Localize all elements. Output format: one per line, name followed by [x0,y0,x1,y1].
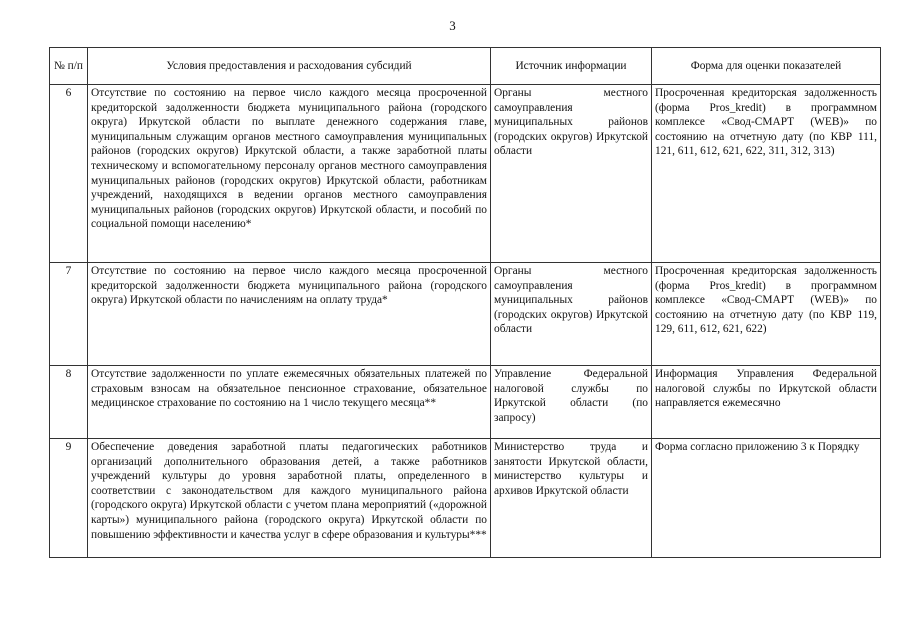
row-form: Просроченная кредиторская задолженность (форма Pros_kredit) в программном комплексе «Свод-СМАРТ (WEB)» по состоянию на отчетную дату (по КВР 119, 129, 611, 612, 621, 622) [652,263,881,366]
row-source: Органы местного самоуправления муниципальных районов (городских округов) Иркутской области [491,263,652,366]
subsidy-conditions-table [49,47,881,558]
header-form: Форма для оценки показателей [652,48,881,85]
row-form: Информация Управления Федеральной налоговой службы по Иркутской области направляется ежемесячно [652,366,881,439]
row-conditions: Обеспечение доведения заработной платы педагогических работников организаций дополнительного образования детей, а также работников учреждений культуры до уровня заработной платы, определенного в соответствии с законодательством для каждого муниципального района (городского округа) Иркутской области с учетом плана мероприятий («дорожной карты») муниципального района (городского округа) Иркутской области по повышению эффективности и качества услуг в сфере образования и культуры*** [88,439,491,558]
table-row [50,263,881,366]
row-conditions: Отсутствие задолженности по уплате ежемесячных обязательных платежей по страховым взносам на обязательное пенсионное страхование, обязательное медицинское страхование по состоянию на 1 число текущего месяца** [88,366,491,439]
row-number: 6 [50,85,88,263]
row-conditions: Отсутствие по состоянию на первое число каждого месяца просроченной кредиторской задолженности бюджета муниципального района (городского округа) Иркутской области по выплате денежного содержания главе, муниципальным служащим органов местного самоуправления муниципальных районов (городских округов) Иркутской области, а также заработной платы техническому и вспомогательному персоналу органов местного самоуправления муниципальных районов (городских округов) Иркутской области, работникам учреждений, находящихся в ведении органов местного самоуправления муниципальных районов (городских округов) Иркутской области, и пособий по социальной помощи населению* [88,85,491,263]
header-source: Источник информации [491,48,652,85]
page-number: 3 [449,18,456,33]
header-number: № п/п [50,48,88,85]
table-header-row [50,48,881,85]
table-row [50,85,881,263]
row-form: Форма согласно приложению 3 к Порядку [652,439,881,558]
row-source: Органы местного самоуправления муниципальных районов (городских округов) Иркутской области [491,85,652,263]
row-number: 7 [50,263,88,366]
row-source: Управление Федеральной налоговой службы по Иркутской области (по запросу) [491,366,652,439]
header-conditions: Условия предоставления и расходования субсидий [88,48,491,85]
row-conditions: Отсутствие по состоянию на первое число каждого месяца просроченной кредиторской задолженности бюджета муниципального района (городского округа) Иркутской области по начислениям на оплату труда* [88,263,491,366]
table-row [50,366,881,439]
row-form: Просроченная кредиторская задолженность (форма Pros_kredit) в программном комплексе «Свод-СМАРТ (WEB)» по состоянию на отчетную дату (по КВР 111, 121, 611, 612, 621, 622, 311, 312, 313) [652,85,881,263]
row-source: Министерство труда и занятости Иркутской области, министерство культуры и архивов Иркутской области [491,439,652,558]
row-number: 9 [50,439,88,558]
row-number: 8 [50,366,88,439]
table-row [50,439,881,558]
